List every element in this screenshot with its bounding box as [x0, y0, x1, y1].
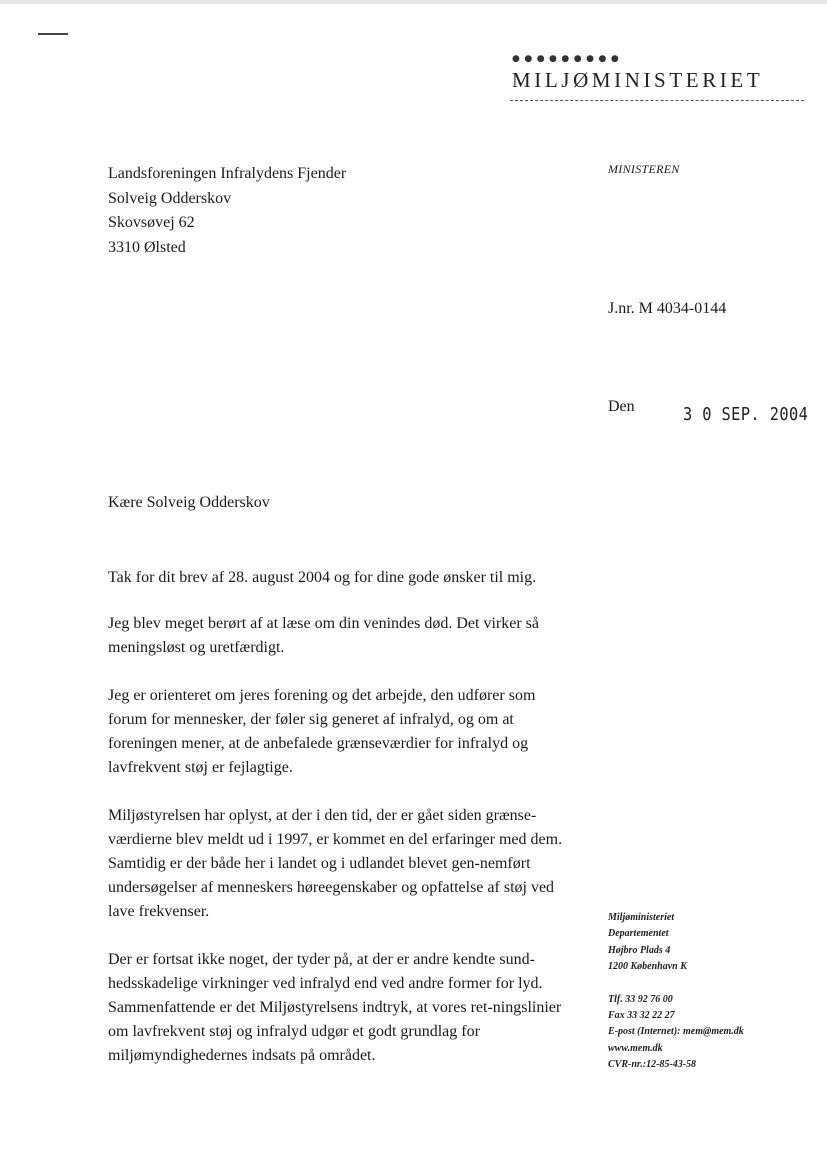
- ministry-logo: MILJØMINISTERIET: [512, 68, 764, 92]
- salutation: Kære Solveig Odderskov: [108, 494, 270, 511]
- recipient-line: Landsforeningen Infralydens Fjender: [108, 165, 347, 182]
- letterhead-rule: [510, 100, 804, 101]
- scan-top-edge: [0, 0, 827, 4]
- footer-line: Departementet: [608, 928, 669, 940]
- letter-body: [108, 566, 578, 1092]
- recipient-address: [108, 162, 346, 260]
- journal-number: J.nr. M 4034-0144: [608, 300, 727, 317]
- date-label: Den: [608, 398, 635, 415]
- fold-mark: [38, 33, 68, 35]
- ministry-footer: [608, 910, 744, 1074]
- recipient-line: 3310 Ølsted: [108, 238, 186, 256]
- footer-line: E-post (Internet): mem@mem.dk: [608, 1026, 744, 1038]
- footer-line: Tlf. 33 92 76 00: [608, 993, 673, 1005]
- sender-role: MINISTEREN: [608, 162, 680, 176]
- letterhead-dots: ●●●●●●●●●: [512, 54, 624, 64]
- paragraph: Jeg er orienteret om jeres forening og det arbejde, den udfører som forum for mennesker, der føler sig generet af infralyd, og om at foreningen mener, at de anbefalede grænseværdier for infralyd og lavfrekvent støj er fejlagtige.: [108, 687, 536, 776]
- footer-line: Miljøministeriet: [608, 912, 675, 923]
- recipient-line: Skovsøvej 62: [108, 214, 195, 231]
- paragraph: Tak for dit brev af 28. august 2004 og for dine gode ønsker til mig.: [108, 569, 537, 586]
- footer-line: www.mem.dk: [608, 1042, 663, 1054]
- recipient-line: Solveig Odderskov: [108, 189, 232, 207]
- footer-line: CVR-nr.:12-85-43-58: [608, 1059, 697, 1071]
- paragraph: Jeg blev meget berørt af at læse om din venindes død. Det virker så meningsløst og uretfærdigt.: [108, 615, 539, 656]
- footer-line: Højbro Plads 4: [608, 944, 671, 956]
- paragraph: Miljøstyrelsen har oplyst, at der i den tid, der er gået siden grænse-værdierne blev meldt ud i 1997, er kommet en del erfaringer med dem. Samtidig er der både her i landet og i udlandet blevet gen-nemført undersøgelser af menneskers høreegenskaber og opfattelse af støj ved lave frekvenser.: [108, 807, 563, 920]
- date-stamp: 3 0 SEP. 2004: [683, 404, 809, 425]
- paragraph: Der er fortsat ikke noget, der tyder på, at der er andre kendte sund-hedsskadelige virkninger ved infralyd end ved andre former for lyd. Sammenfattende er det Miljøstyrelsens indtryk, at vores ret-ningslinier om lavfrekvent støj og infralyd udgør et godt grundlag for miljømyndighedernes indsats på området.: [108, 951, 562, 1064]
- footer-line: 1200 København K: [608, 961, 687, 973]
- footer-spacer: [608, 976, 744, 992]
- footer-line: Fax 33 32 22 27: [608, 1010, 675, 1022]
